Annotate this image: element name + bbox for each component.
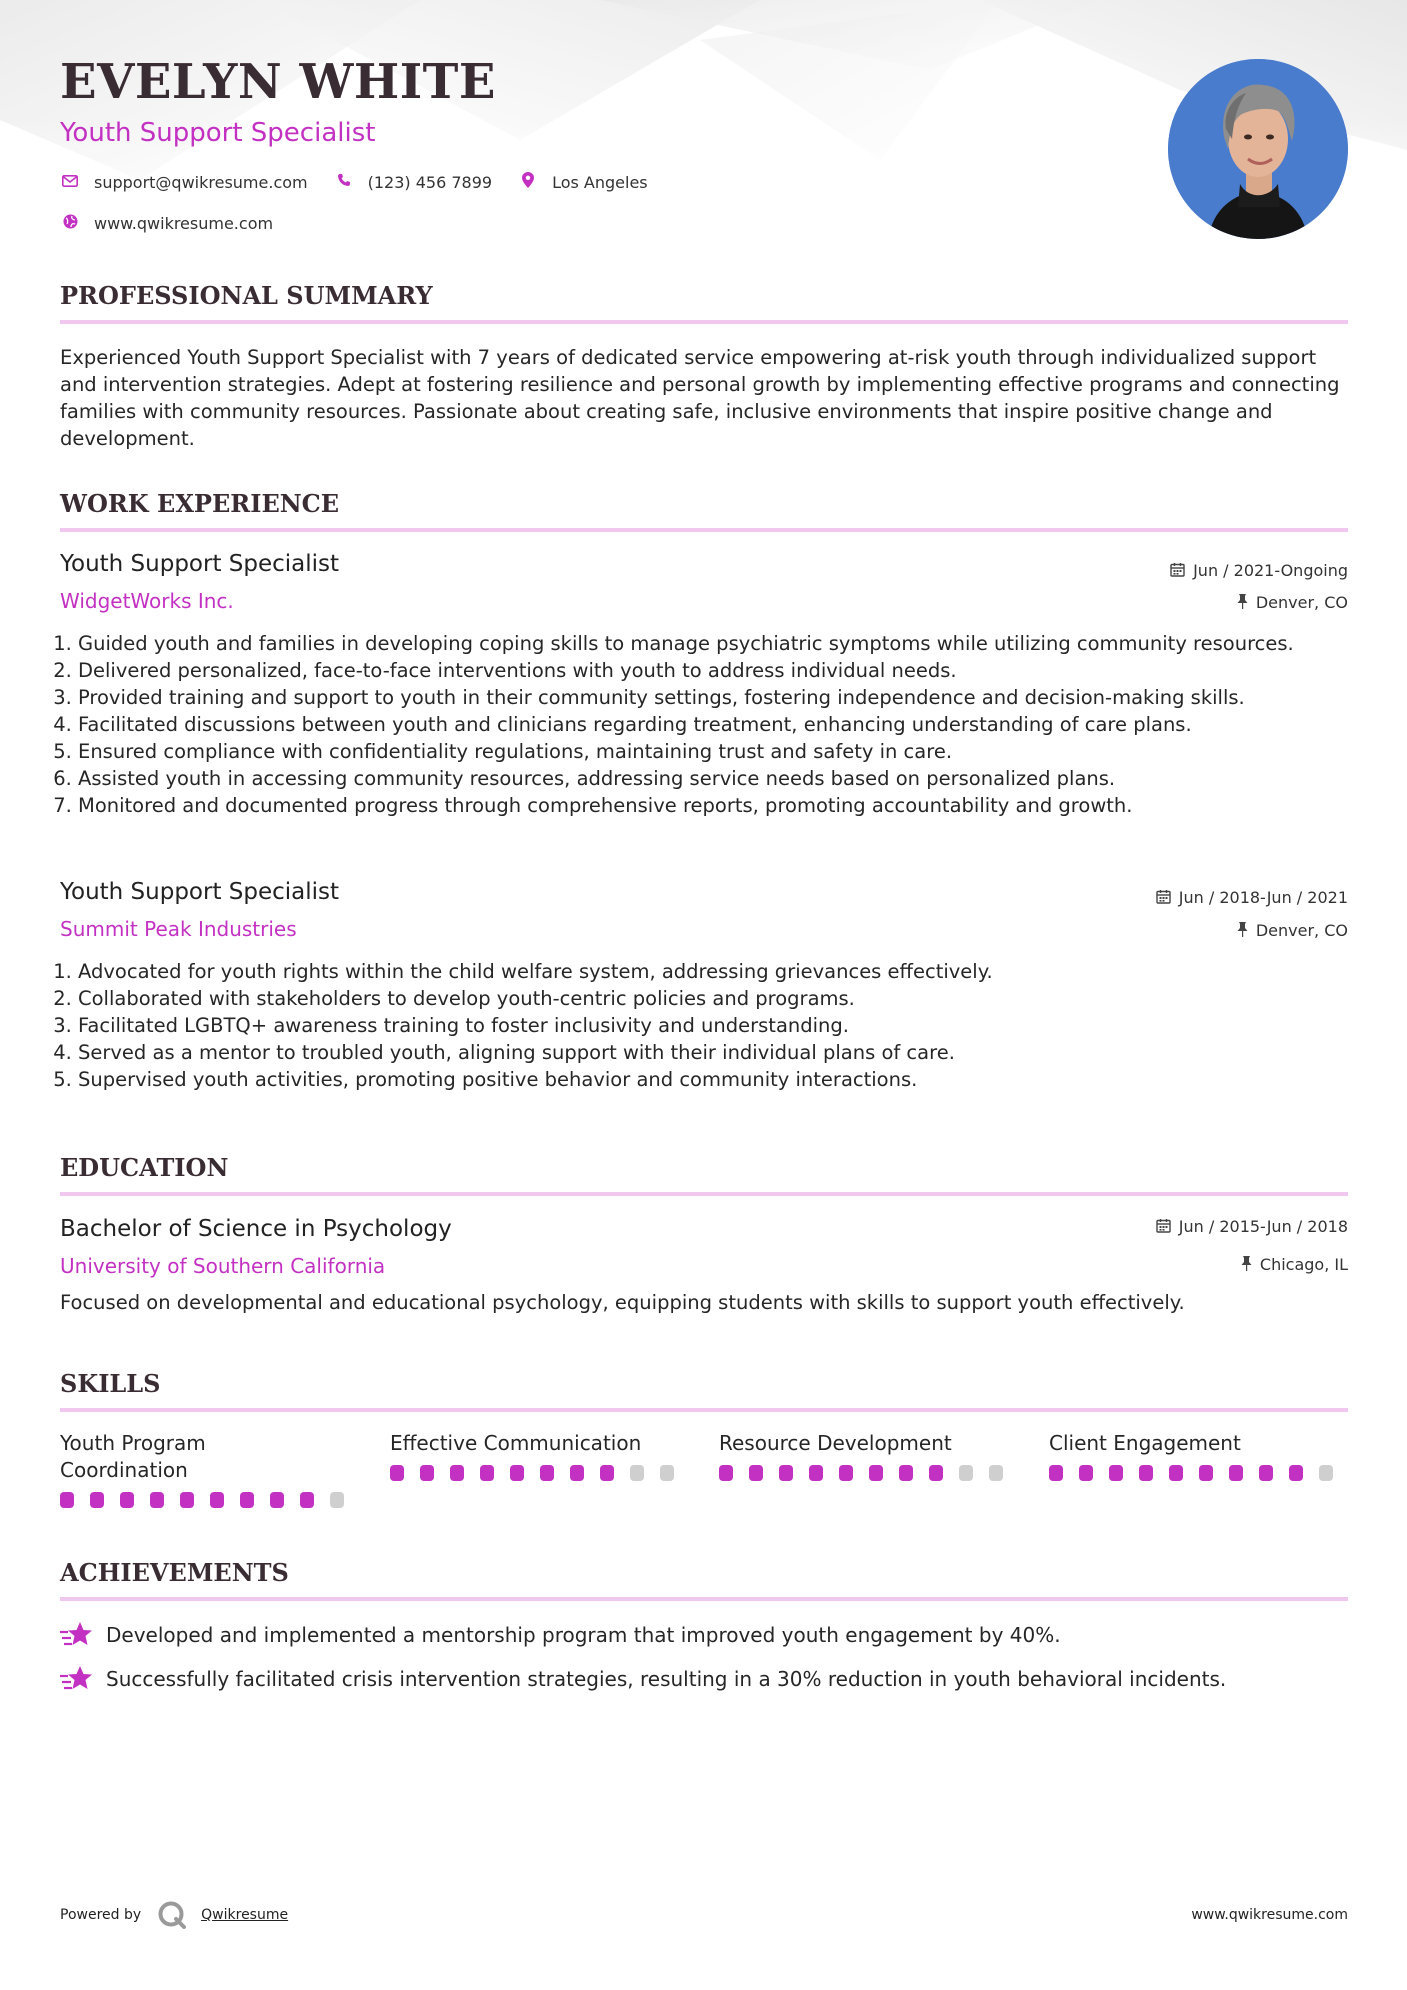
powered-by-label: Powered by: [60, 1907, 142, 1923]
skill-item: [60, 1430, 360, 1508]
rating-dot-filled: [839, 1465, 853, 1481]
experience-divider: [60, 528, 1348, 532]
rating-dot-filled: [1259, 1465, 1273, 1481]
skill-rating: [1049, 1465, 1349, 1481]
summary-divider: [60, 320, 1348, 324]
achievement-item: [60, 1664, 1226, 1694]
rating-dot-filled: [1169, 1465, 1183, 1481]
skill-name: Client Engagement: [1049, 1431, 1241, 1455]
education-location-text: Chicago, IL: [1259, 1255, 1348, 1274]
education-dates: [1156, 1218, 1348, 1236]
rating-dot-filled: [240, 1492, 254, 1508]
job-bullets: [60, 630, 1348, 819]
contact-email[interactable]: [60, 173, 308, 192]
education-location: [1241, 1256, 1348, 1274]
rating-dot-filled: [60, 1492, 74, 1508]
list-item: 7. Monitored and documented progress through comprehensive reports, promoting accountability and growth.: [78, 792, 1348, 819]
job-location-text: Denver, CO: [1255, 593, 1348, 612]
list-item: 1. Advocated for youth rights within the child welfare system, addressing grievances effectively.: [78, 958, 1348, 985]
skill-name: Youth Program Coordination: [60, 1431, 206, 1482]
contact-location: [518, 172, 648, 192]
calendar-icon: [1156, 1218, 1171, 1236]
job-dates: [1170, 562, 1348, 580]
rating-dot-filled: [510, 1465, 524, 1481]
rating-dot-empty: [959, 1465, 973, 1481]
rating-dot-filled: [300, 1492, 314, 1508]
phone-icon: [334, 173, 354, 191]
skill-item: [719, 1430, 1019, 1481]
qwikresume-logo-icon: [157, 1900, 187, 1930]
rating-dot-filled: [600, 1465, 614, 1481]
rating-dot-filled: [210, 1492, 224, 1508]
rating-dot-filled: [180, 1492, 194, 1508]
skill-name: Effective Communication: [390, 1431, 642, 1455]
achievement-text: Developed and implemented a mentorship program that improved youth engagement by 40%.: [106, 1623, 1061, 1647]
rating-dot-filled: [929, 1465, 943, 1481]
job-dates: [1156, 889, 1348, 907]
portrait-photo: [1168, 59, 1348, 239]
experience-heading: WORK EXPERIENCE: [60, 489, 340, 518]
education-description: Focused on developmental and educational psychology, equipping students with skills to support youth effectively.: [60, 1291, 1185, 1314]
rating-dot-empty: [330, 1492, 344, 1508]
candidate-name: EVELYN WHITE: [60, 54, 496, 110]
list-item: 2. Delivered personalized, face-to-face interventions with youth to address individual needs.: [78, 657, 1348, 684]
envelope-icon: [60, 173, 80, 191]
school-name: University of Southern California: [60, 1254, 386, 1278]
education-divider: [60, 1192, 1348, 1196]
contact-row: [60, 172, 674, 192]
list-item: 6. Assisted youth in accessing community resources, addressing service needs based on personalized plans.: [78, 765, 1348, 792]
skills-heading: SKILLS: [60, 1369, 161, 1398]
list-item: 5. Supervised youth activities, promoting positive behavior and community interactions.: [78, 1066, 1348, 1093]
contact-row-website: [60, 214, 299, 233]
pushpin-icon: [1241, 1256, 1252, 1274]
rating-dot-filled: [150, 1492, 164, 1508]
rating-dot-filled: [1079, 1465, 1093, 1481]
job-title: Youth Support Specialist: [60, 879, 340, 905]
rating-dot-filled: [270, 1492, 284, 1508]
job-location-text: Denver, CO: [1255, 921, 1348, 940]
skill-item: [1049, 1430, 1349, 1481]
summary-heading: PROFESSIONAL SUMMARY: [60, 281, 433, 310]
footer-powered-by: [60, 1900, 288, 1930]
rating-dot-empty: [1319, 1465, 1333, 1481]
job-title: Youth Support Specialist: [60, 551, 340, 577]
qwikresume-link[interactable]: Qwikresume: [201, 1907, 289, 1923]
achievements-divider: [60, 1597, 1348, 1601]
contact-phone[interactable]: [334, 173, 492, 192]
rating-dot-filled: [1289, 1465, 1303, 1481]
achievements-heading: ACHIEVEMENTS: [60, 1558, 289, 1587]
rating-dot-filled: [749, 1465, 763, 1481]
pushpin-icon: [1237, 594, 1248, 612]
skill-rating: [390, 1465, 690, 1481]
map-pin-icon: [518, 172, 538, 192]
rating-dot-filled: [420, 1465, 434, 1481]
rating-dot-filled: [390, 1465, 404, 1481]
contact-website[interactable]: [60, 214, 273, 233]
rating-dot-filled: [809, 1465, 823, 1481]
rating-dot-filled: [1229, 1465, 1243, 1481]
footer-url[interactable]: www.qwikresume.com: [1191, 1907, 1348, 1923]
job-dates-text: Jun / 2021-Ongoing: [1193, 561, 1348, 580]
rating-dot-empty: [989, 1465, 1003, 1481]
rating-dot-filled: [719, 1465, 733, 1481]
rating-dot-empty: [630, 1465, 644, 1481]
rating-dot-filled: [450, 1465, 464, 1481]
calendar-icon: [1156, 889, 1171, 907]
education-heading: EDUCATION: [60, 1153, 229, 1182]
job-dates-text: Jun / 2018-Jun / 2021: [1178, 888, 1348, 907]
shooting-star-icon: [60, 1620, 94, 1650]
company-name: Summit Peak Industries: [60, 917, 297, 941]
summary-text: Experienced Youth Support Specialist with 7 years of dedicated service empowering at-risk youth through individualized support and intervention strategies. Adept at fostering resilience and personal growth by implementing effective programs and connecting families with community resources. Passionate about creating safe, inclusive environments that inspire positive change and development.: [60, 346, 1340, 450]
job-location: [1237, 594, 1348, 612]
candidate-title: Youth Support Specialist: [60, 118, 376, 148]
rating-dot-filled: [480, 1465, 494, 1481]
rating-dot-filled: [1139, 1465, 1153, 1481]
education-dates-text: Jun / 2015-Jun / 2018: [1178, 1217, 1348, 1236]
rating-dot-filled: [540, 1465, 554, 1481]
shooting-star-icon: [60, 1664, 94, 1694]
degree-title: Bachelor of Science in Psychology: [60, 1216, 452, 1242]
achievement-text: Successfully facilitated crisis intervention strategies, resulting in a 30% reduction in youth behavioral incidents.: [106, 1667, 1227, 1691]
rating-dot-filled: [90, 1492, 104, 1508]
rating-dot-filled: [1199, 1465, 1213, 1481]
phone-text: (123) 456 7899: [367, 172, 493, 192]
avatar: [1168, 59, 1348, 239]
skill-name: Resource Development: [719, 1431, 952, 1455]
list-item: 5. Ensured compliance with confidentiality regulations, maintaining trust and safety in care.: [78, 738, 1348, 765]
rating-dot-filled: [1109, 1465, 1123, 1481]
skill-rating: [60, 1492, 360, 1508]
rating-dot-filled: [1049, 1465, 1063, 1481]
skill-rating: [719, 1465, 1019, 1481]
list-item: 2. Collaborated with stakeholders to develop youth-centric policies and programs.: [78, 985, 1348, 1012]
pushpin-icon: [1237, 922, 1248, 940]
rating-dot-empty: [660, 1465, 674, 1481]
rating-dot-filled: [869, 1465, 883, 1481]
list-item: 1. Guided youth and families in developing coping skills to manage psychiatric symptoms while utilizing community resources.: [78, 630, 1348, 657]
rating-dot-filled: [779, 1465, 793, 1481]
job-bullets: [60, 958, 1348, 1093]
skill-item: [390, 1430, 690, 1481]
website-text: www.qwikresume.com: [94, 214, 274, 233]
rating-dot-filled: [570, 1465, 584, 1481]
list-item: 3. Provided training and support to youth in their community settings, fostering independence and decision-making skills.: [78, 684, 1348, 711]
rating-dot-filled: [899, 1465, 913, 1481]
achievement-item: [60, 1620, 1061, 1650]
calendar-icon: [1170, 562, 1185, 580]
email-text: support@qwikresume.com: [94, 172, 308, 192]
list-item: 4. Served as a mentor to troubled youth, aligning support with their individual plans of care.: [78, 1039, 1348, 1066]
list-item: 3. Facilitated LGBTQ+ awareness training to foster inclusivity and understanding.: [78, 1012, 1348, 1039]
skills-divider: [60, 1408, 1348, 1412]
location-text: Los Angeles: [552, 172, 648, 192]
list-item: 4. Facilitated discussions between youth and clinicians regarding treatment, enhancing understanding of care plans.: [78, 711, 1348, 738]
job-location: [1237, 922, 1348, 940]
globe-icon: [60, 214, 80, 233]
company-name: WidgetWorks Inc.: [60, 589, 234, 613]
rating-dot-filled: [120, 1492, 134, 1508]
